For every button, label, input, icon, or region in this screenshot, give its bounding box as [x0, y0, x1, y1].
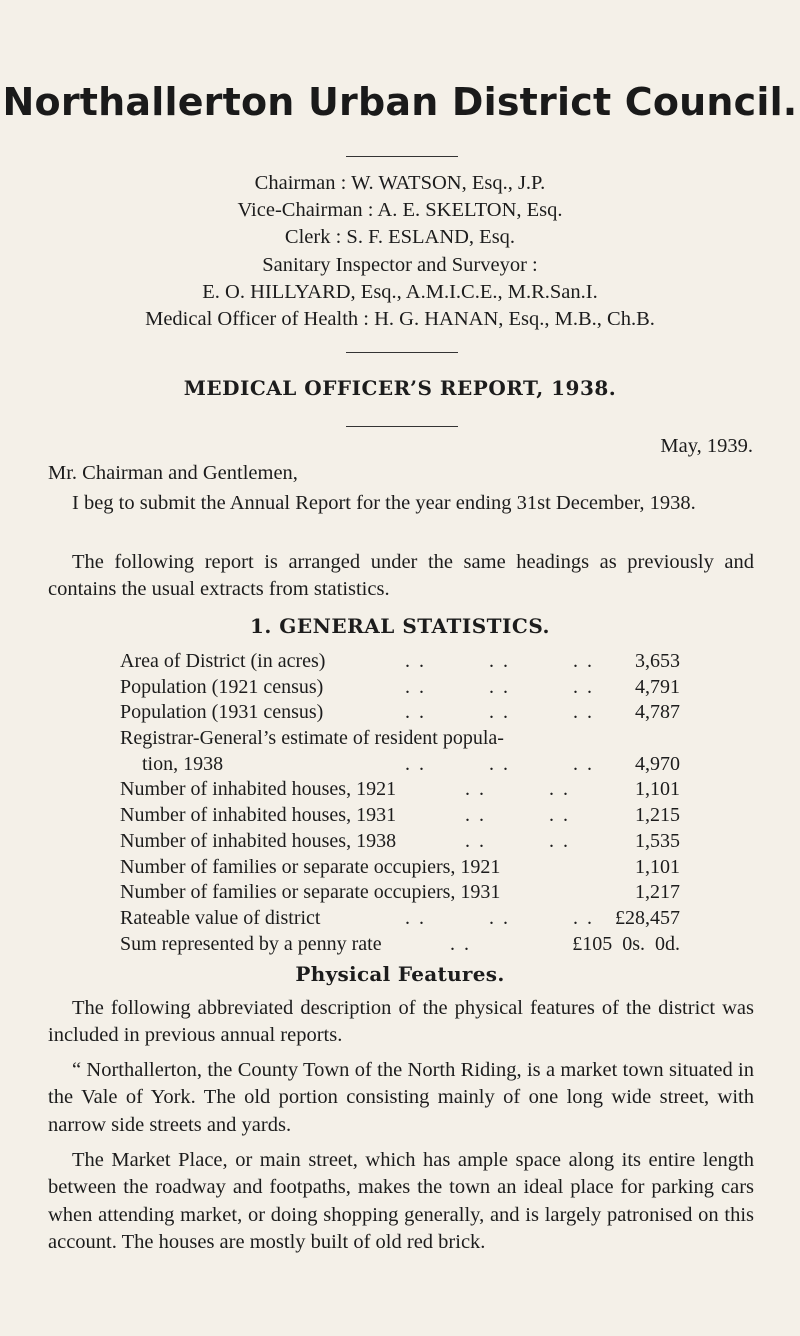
stat-row [120, 675, 680, 701]
stat-leader: . . . . [465, 778, 570, 801]
stat-row [120, 777, 680, 803]
stat-label: Rateable value of district [120, 906, 321, 929]
stat-row [120, 700, 680, 726]
stat-leader: . . . . [465, 829, 570, 852]
stat-label: Area of District (in acres) [120, 650, 326, 672]
letter-paragraph-2: The following report is arranged under the same headings as previously and contains the usual extracts from statistics. [48, 551, 754, 601]
stat-row [120, 829, 680, 855]
divider-rule [346, 352, 458, 353]
stat-label: Number of families or separate occupiers, 1931 [120, 881, 501, 904]
stat-row [120, 880, 680, 906]
stat-value: 1,217 [635, 881, 680, 904]
stat-value: £105 0s. 0d. [572, 932, 680, 955]
letter-paragraph-1: I beg to submit the Annual Report for the year ending 31st December, 1938. [72, 492, 696, 514]
stat-value: 1,101 [635, 778, 680, 801]
stat-label: Sum represented by a penny rate [120, 932, 382, 955]
stat-label: Number of inhabited houses, 1931 [120, 804, 397, 827]
stat-value: 4,787 [635, 701, 680, 724]
sanitary-inspector-name-line: E. O. HILLYARD, Esq., A.M.I.C.E., M.R.San.I. [202, 281, 598, 303]
stat-row [120, 726, 680, 777]
stat-leader: . . . . . . [405, 906, 594, 929]
stat-value: 1,215 [635, 804, 680, 827]
stat-label [120, 726, 680, 777]
stat-leader: . . [450, 932, 471, 955]
stat-label: Population (1921 census) [120, 675, 324, 698]
stat-value: £28,457 [615, 906, 680, 929]
stat-value: 4,970 [635, 752, 680, 775]
letter-salutation: Mr. Chairman and Gentlemen, [48, 462, 298, 484]
chairman-line: Chairman : W. WATSON, Esq., J.P. [254, 172, 546, 194]
stat-label: Population (1931 census) [120, 701, 324, 724]
report-heading: MEDICAL OFFICER’S REPORT, 1938. [183, 376, 617, 400]
stat-label: Number of inhabited houses, 1921 [120, 778, 397, 801]
council-title: Northallerton Urban District Council. [2, 80, 798, 124]
stat-leader: . . . . [465, 804, 570, 827]
stat-row [120, 932, 680, 958]
stat-leader: . . . . . . [405, 675, 594, 698]
divider-rule [346, 156, 458, 157]
letter-date: May, 1939. [660, 435, 753, 457]
stat-value: 1,535 [635, 829, 680, 852]
stat-leader: . . . . . . [405, 650, 594, 672]
stat-label: Number of inhabited houses, 1938 [120, 829, 397, 852]
stat-leader: . . . . . . [405, 701, 594, 724]
clerk-line: Clerk : S. F. ESLAND, Esq. [284, 226, 516, 248]
physical-features-heading: Physical Features. [295, 962, 505, 986]
physical-paragraph-1: The following abbreviated description of the physical features of the district was included in previous annual reports. [48, 997, 754, 1047]
stat-row [120, 649, 680, 675]
stat-row [120, 855, 680, 881]
statistics-table [120, 649, 680, 957]
stat-label: Number of families or separate occupiers, 1921 [120, 855, 501, 878]
stat-row [120, 906, 680, 932]
stat-value: 1,101 [635, 855, 680, 878]
stat-label-line-2: tion, 1938 [142, 752, 224, 775]
stat-label-line-1: Registrar-General’s estimate of resident popula- [120, 727, 504, 750]
stat-value: 3,653 [635, 650, 680, 672]
stat-leader: . . . . . . [405, 752, 594, 775]
physical-paragraph-2: “ Northallerton, the County Town of the North Riding, is a market town situated in the Vale of York. The old portion consisting mainly of one long wide street, with narrow side streets and yards. [48, 1059, 754, 1136]
vice-chairman-line: Vice-Chairman : A. E. SKELTON, Esq. [237, 199, 563, 221]
general-statistics-heading: 1. GENERAL STATISTICS. [249, 614, 551, 638]
stat-row [120, 803, 680, 829]
physical-paragraph-3: The Market Place, or main street, which has ample space along its entire length between the roadway and footpaths, makes the town an ideal place for parking cars when attending market, or doing shopping generally, and is largely patronised on this account. The houses are mostly built of old red brick. [48, 1149, 754, 1253]
stat-value: 4,791 [635, 675, 680, 698]
medical-officer-line: Medical Officer of Health : H. G. HANAN, Esq., M.B., Ch.B. [145, 308, 655, 330]
sanitary-inspector-line: Sanitary Inspector and Surveyor : [262, 254, 538, 276]
divider-rule [346, 426, 458, 427]
